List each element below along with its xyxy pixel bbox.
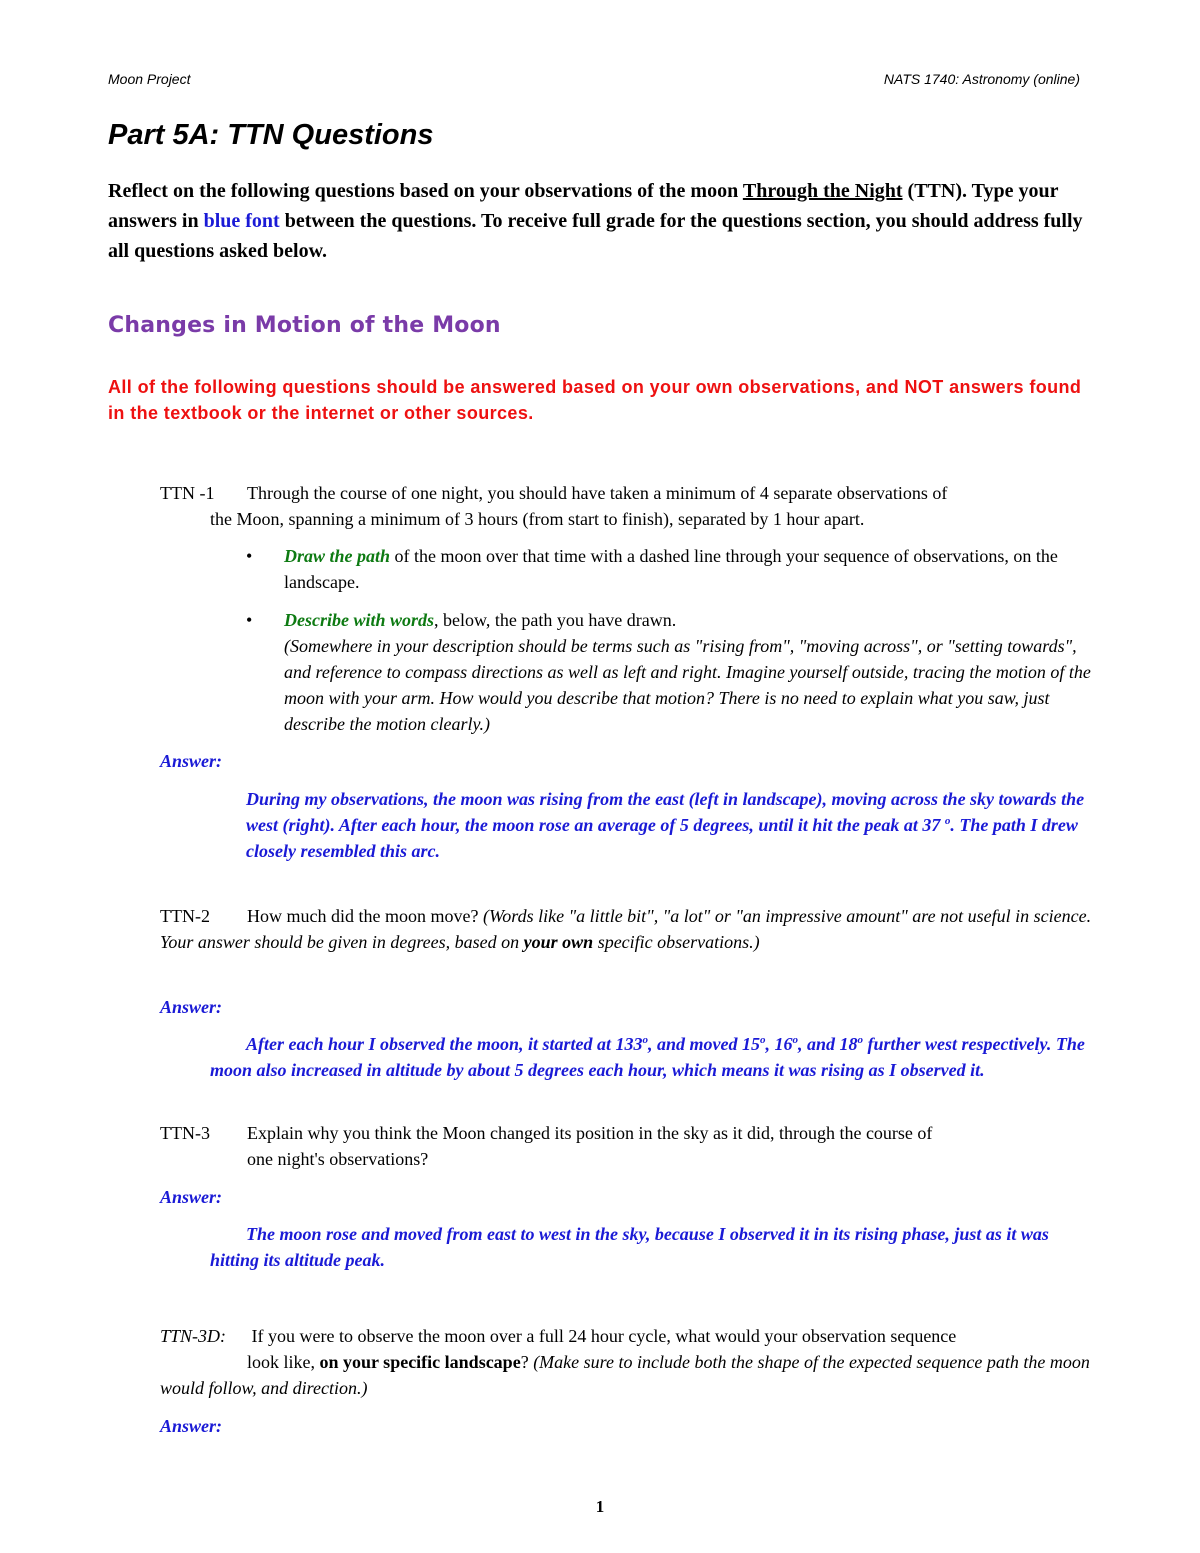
ttn1-answer-text-a: During my observations, the moon was rising from the east (left in landscape), moving across the sky towards the west (right). After each hour, the moon rose an average of 5 degrees, until it hit the peak at 37: [246, 789, 1085, 835]
section-title: Changes in Motion of the Moon: [108, 313, 501, 338]
page-number: 1: [595, 1497, 605, 1516]
ttn3d-t4: ?: [520, 1352, 534, 1372]
header-left: Moon Project: [108, 71, 191, 87]
ttn3d-t3: on your specific landscape: [319, 1352, 521, 1372]
degree-symbol: o: [792, 1034, 799, 1046]
ttn1-bullet-1: [246, 543, 1096, 595]
ttn1-label: TTN -1: [160, 483, 215, 503]
intro-blue-font: blue font: [203, 210, 280, 232]
ttn2-answer-a3: , 16: [765, 1034, 793, 1054]
ttn3d-note: (Make sure to include both the shape of the expected sequence path the moon would follow, and direction.): [160, 1352, 1090, 1398]
ttn2-label: TTN-2: [160, 906, 210, 926]
ttn1-bullet2-note: (Somewhere in your description should be terms such as "rising from", "moving across", or "setting towards", and reference to compass directions as well as left and right. Imagine yourself outside, tracing the motion of the moon with your arm. How would you describe that motion? There is no need to explain what you saw, just describe the motion clearly.): [284, 636, 1091, 734]
intro-underlined: Through the Night: [742, 180, 903, 202]
degree-symbol: o: [857, 1034, 864, 1046]
intro-text-5: between the questions. To receive full grade for the questions section, you should address fully all questions asked below.: [108, 210, 1083, 262]
ttn3-answer: The moon rose and moved from east to west in the sky, because I observed it in its rising phase, just as it was hitting its altitude peak.: [210, 1224, 1049, 1270]
degree-symbol: o: [760, 1034, 766, 1046]
ttn3-line1: Explain why you think the Moon changed its position in the sky as it did, through the course of: [247, 1123, 933, 1143]
ttn1-line1: Through the course of one night, you should have taken a minimum of 4 separate observations of: [247, 483, 948, 503]
intro-text-3: (TTN). Type your answers in: [108, 180, 1059, 232]
ttn3-question: [160, 1120, 1095, 1172]
ttn2-answer: [210, 1031, 1090, 1083]
bullet-icon: •: [246, 610, 253, 630]
degree-symbol: o: [944, 815, 951, 827]
ttn1-answer-label: Answer:: [160, 751, 223, 771]
intro-paragraph: [108, 176, 1088, 266]
ttn2-note-a: (Words like "a little bit", "a lot" or "an impressive amount" are not useful in science. Your answer should be given in degrees, based on: [160, 906, 1092, 952]
ttn3-answer-label: Answer:: [160, 1187, 223, 1207]
ttn1-answer-text-b: . The path I drew closely resembled this arc.: [246, 815, 1078, 861]
intro-text-1: Reflect on the following questions based on your observations of the moon: [108, 180, 743, 202]
ttn2-answer-label: Answer:: [160, 997, 223, 1017]
ttn1-line2: the Moon, spanning a minimum of 3 hours (from start to finish), separated by 1 hour apart.: [210, 509, 865, 529]
warning-text: All of the following questions should be answered based on your own observations, and NOT answers found in the textbook or the internet or other sources.: [108, 377, 1082, 423]
ttn2-question: [160, 903, 1095, 955]
ttn1-bullet-2: [246, 607, 1096, 737]
header-right: NATS 1740: Astronomy (online): [883, 71, 1080, 87]
ttn2-answer-a4: , and 18: [798, 1034, 858, 1054]
ttn1-bullet2-emphasis: Describe with words: [284, 610, 435, 630]
ttn1-bullet2-text: , below, the path you have drawn.: [434, 610, 677, 630]
ttn3d-label: TTN-3D:: [160, 1326, 227, 1346]
ttn1-bullet1-text: of the moon over that time with a dashed line through your sequence of observations, on the landscape.: [284, 546, 1058, 592]
ttn1-question: [160, 480, 1095, 532]
ttn3d-t2: look like,: [247, 1352, 320, 1372]
ttn1-answer: [246, 786, 1096, 864]
ttn3d-question: [160, 1323, 1095, 1401]
bullet-icon: •: [246, 546, 253, 566]
page-title: Part 5A: TTN Questions: [108, 119, 434, 151]
ttn3-label: TTN-3: [160, 1123, 210, 1143]
ttn2-text: How much did the moon move?: [247, 906, 483, 926]
ttn2-answer-a5: further west respectively. The moon also increased in altitude by about 5 degrees each hour, which means it was rising as I observed it.: [210, 1034, 1085, 1080]
ttn3d-t1: If you were to observe the moon over a full 24 hour cycle, what would your observation sequence: [247, 1326, 957, 1346]
ttn2-note-b: specific observations.): [593, 932, 760, 952]
ttn3d-answer-label: Answer:: [160, 1416, 223, 1436]
ttn2-answer-a2: , and moved 15: [648, 1034, 761, 1054]
ttn2-answer-a1: After each hour I observed the moon, it started at 133: [246, 1034, 643, 1054]
ttn3-line2: one night's observations?: [247, 1149, 429, 1169]
ttn2-note-bold: your own: [523, 932, 594, 952]
degree-symbol: o: [642, 1034, 649, 1046]
ttn1-bullet1-emphasis: Draw the path: [284, 546, 391, 566]
